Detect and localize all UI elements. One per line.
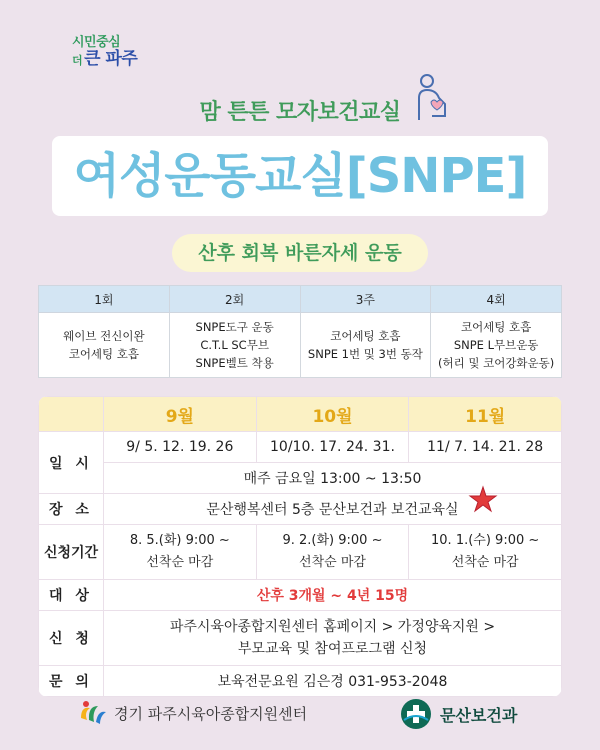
apply-period-row — [39, 525, 562, 580]
contact-label: 문 의 — [39, 666, 104, 697]
session-cell-1 — [39, 313, 170, 378]
footer-right-text: 문산보건과 — [440, 705, 518, 725]
session-line: (허리 및 코어강화운동) — [437, 356, 555, 370]
session-header: 4회 — [431, 286, 562, 313]
apply-period-cell — [409, 525, 562, 580]
date-cell: 9/ 5. 12. 19. 26 — [104, 432, 257, 463]
main-title: 여성운동교실[SNPE] — [52, 136, 548, 216]
session-header: 3주 — [300, 286, 431, 313]
session-line: SNPE도구 운동 — [195, 320, 274, 334]
month-header: 10월 — [256, 397, 409, 432]
session-content-row — [39, 313, 562, 378]
apply-period-line: 선착순 마감 — [146, 555, 214, 570]
apply-period-cell — [104, 525, 257, 580]
target-label: 대 상 — [39, 580, 104, 611]
apply-cell — [104, 611, 562, 666]
session-line: SNPE벨트 착용 — [195, 356, 274, 370]
mother-baby-icon — [414, 74, 448, 120]
apply-period-line: 10. 1.(수) 9:00 ~ — [431, 533, 540, 548]
session-header: 1회 — [39, 286, 170, 313]
session-line: 웨이브 전신이완 — [63, 329, 145, 343]
month-header-row — [39, 397, 562, 432]
session-cell-2 — [169, 313, 300, 378]
logo-line1: 시민중심 — [72, 35, 121, 50]
city-logo — [72, 36, 137, 68]
session-line: SNPE L무브운동 — [453, 338, 539, 352]
dates-row — [39, 432, 562, 463]
month-header: 11월 — [409, 397, 562, 432]
session-line: 코어세팅 호흡 — [68, 347, 140, 361]
corner-cell — [39, 397, 104, 432]
apply-period-line: 8. 5.(화) 9:00 ~ — [129, 533, 230, 548]
apply-line: 부모교육 및 참여프로그램 신청 — [237, 641, 428, 657]
session-line: C.T.L SC무브 — [200, 338, 269, 352]
month-header: 9월 — [104, 397, 257, 432]
contact-cell: 보육전문요원 김은경 031-953-2048 — [104, 666, 562, 697]
red-star-icon — [468, 485, 498, 513]
date-cell: 11/ 7. 14. 21. 28 — [409, 432, 562, 463]
target-row — [39, 580, 562, 611]
footer-childcare-center — [78, 700, 307, 726]
session-line: 코어세팅 호흡 — [460, 320, 532, 334]
schedule-table — [38, 396, 562, 697]
subtitle: 맘 튼튼 모자보건교실 — [199, 100, 401, 125]
session-header: 2회 — [169, 286, 300, 313]
apply-label: 신 청 — [39, 611, 104, 666]
apply-period-label: 신청기간 — [39, 525, 104, 580]
footer-left-text: 경기 파주시육아종합지원센터 — [114, 704, 308, 723]
apply-row — [39, 611, 562, 666]
apply-period-cell — [256, 525, 409, 580]
program-subtitle-pill: 산후 회복 바른자세 운동 — [172, 234, 428, 272]
logo-line2-small: 더 — [72, 54, 83, 67]
contact-row — [39, 666, 562, 697]
session-table — [38, 285, 562, 378]
apply-period-line: 선착순 마감 — [451, 555, 519, 570]
childcare-center-logo-icon — [78, 700, 108, 726]
footer-health-center — [400, 698, 517, 730]
date-cell: 10/10. 17. 24. 31. — [256, 432, 409, 463]
date-label: 일 시 — [39, 432, 104, 494]
logo-line2-main: 큰 파주 — [84, 49, 138, 69]
target-cell: 산후 3개월 ~ 4년 15명 — [104, 580, 562, 611]
apply-period-line: 선착순 마감 — [299, 555, 366, 570]
time-cell: 매주 금요일 13:00 ~ 13:50 — [104, 463, 562, 494]
apply-period-line: 9. 2.(화) 9:00 ~ — [282, 533, 383, 548]
session-header-row — [39, 286, 562, 313]
place-label: 장 소 — [39, 494, 104, 525]
session-line: SNPE 1번 및 3번 동작 — [307, 347, 423, 361]
apply-line: 파주시육아종합지원센터 홈페이지 > 가정양육지원 > — [169, 619, 496, 635]
session-cell-4 — [431, 313, 562, 378]
logo-line2 — [72, 51, 137, 68]
session-line: 코어세팅 호흡 — [330, 329, 401, 343]
place-cell: 문산행복센터 5층 문산보건과 보건교육실 — [104, 494, 562, 525]
health-center-logo-icon — [400, 698, 432, 730]
session-cell-3 — [300, 313, 431, 378]
